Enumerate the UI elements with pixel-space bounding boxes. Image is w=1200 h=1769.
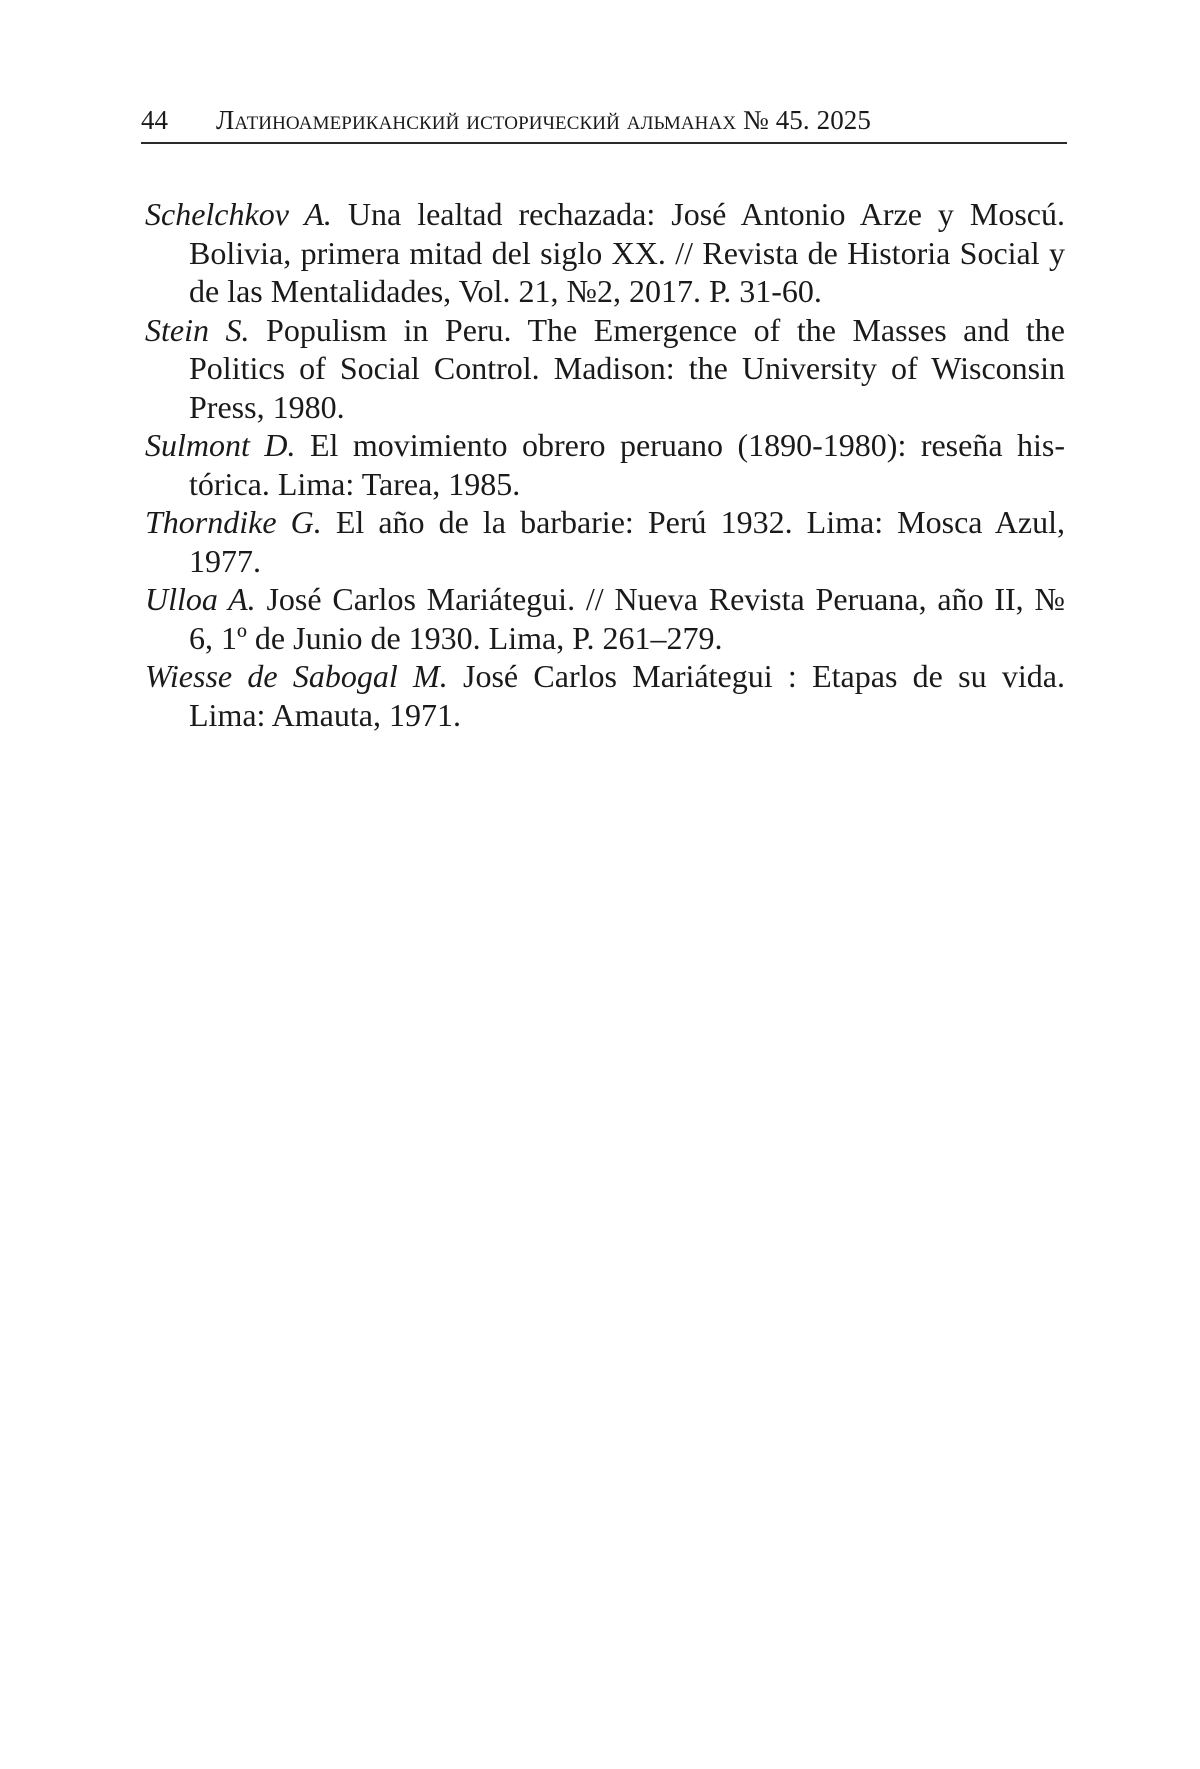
bibliography-text: José Carlos Mariátegui. // Nueva Revista Peruana, año II, № 6, 1º de Junio de 1930. Lima, P. 261–279. [189, 581, 1066, 656]
journal-title: Латиноамериканский исторический альманах № 45. 2025 [216, 105, 871, 135]
bibliography-entry [145, 580, 1065, 657]
bibliography-entry [145, 503, 1065, 580]
bibliography-author: Ulloa A. [145, 581, 256, 617]
bibliography-entry [145, 426, 1065, 503]
bibliography-text: José Carlos Mariátegui : Etapas de su vida. Lima: Amauta, 1971. [189, 658, 1066, 733]
bibliography-author: Schelchkov A. [145, 196, 332, 232]
bibliography-entry [145, 657, 1065, 734]
page-number: 44 [141, 105, 168, 135]
bibliography-entry [145, 195, 1065, 311]
bibliography-entry [145, 311, 1065, 427]
bibliography-author: Wiesse de Sabogal M. [145, 658, 448, 694]
bibliography-author: Sulmont D. [145, 427, 296, 463]
bibliography-author: Stein S. [145, 311, 250, 348]
bibliography-text: El año de la barbarie: Perú 1932. Lima: Mosca Azul, 1977. [189, 504, 1066, 579]
bibliography-list [145, 195, 1065, 734]
bibliography-text: Una lealtad rechazada: José Antonio Arze y Moscú. Bolivia, primera mitad del siglo XX. // Revista de Historia Social y de las Mentalidades, Vol. 21, №2, 2017. P. 31-60. [189, 196, 1066, 309]
bibliography-text: El movimiento obrero peruano (1890-1980): reseña histórica. Lima: Tarea, 1985. [189, 427, 1065, 502]
running-header [141, 102, 1067, 144]
bibliography-text: Populism in Peru. The Emergence of the Masses and the Politics of Social Control. Madison: the University of Wisconsin Press, 1980. [189, 311, 1066, 425]
bibliography-author: Thorndike G. [145, 504, 322, 540]
